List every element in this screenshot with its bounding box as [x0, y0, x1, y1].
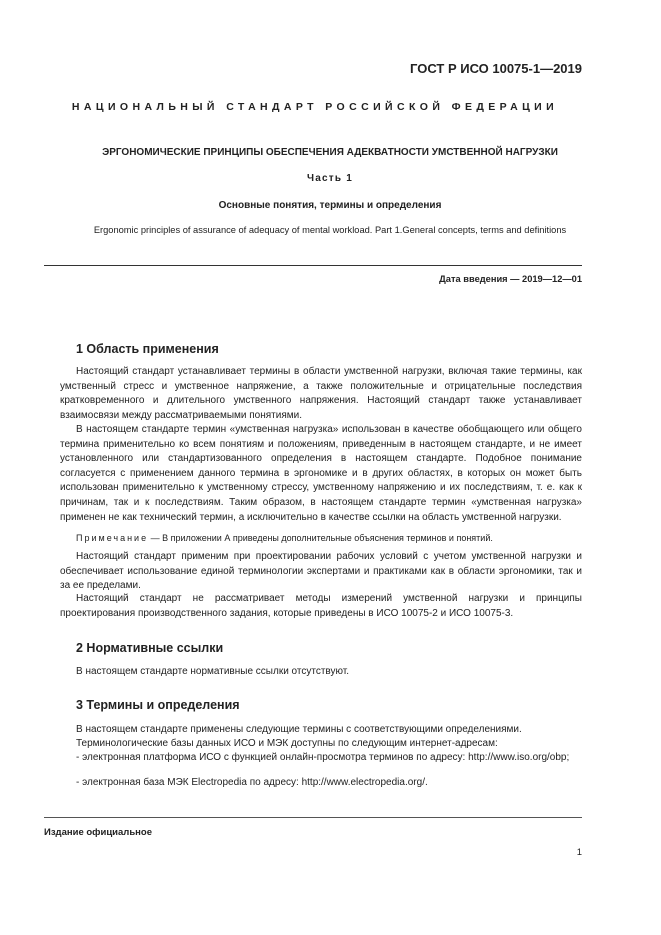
main-title: ЭРГОНОМИЧЕСКИЕ ПРИНЦИПЫ ОБЕСПЕЧЕНИЯ АДЕКВАТНОСТИ УМСТВЕННОЙ НАГРУЗКИ: [102, 147, 558, 158]
paragraph: Терминологические базы данных ИСО и МЭК доступны по следующим интернет-адресам:: [76, 738, 498, 749]
paragraph: В настоящем стандарте термин «умственная нагрузка» использован в качестве обобщающего или общего термина применительно ко всем понятиям и положениям, приведенным в настоящем стандарте, и не имеет установленного или стандартизованного определения в настоящем стандарте. Подобное понимание согласуется с применением данного термина в эргономике и в других областях, в которых он может быть использован применительно к умственному стрессу, умственному напряжению и их последствиям, т. е. как к причинам, так и к последствиям. Таким образом, в настоящем стандарте термин «умственная нагрузка» применен не как технический термин, а исключительно в качестве ссылки на область умственной нагрузки.: [60, 424, 582, 523]
list-item: - электронная база МЭК Electropedia по адресу: http://www.electropedia.org/.: [76, 777, 428, 788]
subtitle: Основные понятия, термины и определения: [218, 200, 442, 211]
list-item: - электронная платформа ИСО с функцией онлайн-просмотра терминов по адресу: http://www.iso.org/obp;: [76, 752, 570, 763]
paragraph: Настоящий стандарт устанавливает термины в области умственной нагрузки, включая такие термины, как умственный стресс и умственное напряжение, а также положительные и отрицательные последствия кратковременного и длительного умственного напряжения. Настоящий стандарт также устанавливает взаимосвязи между рассматриваемыми понятиями.: [60, 366, 582, 421]
header-divider: [44, 265, 582, 266]
paragraph: Настоящий стандарт не рассматривает методы измерений умственной нагрузки и принципы проектирования производственного задания, которые приведены в ИСО 10075-2 и ИСО 10075-3.: [60, 593, 582, 619]
note-text: — В приложении А приведены дополнительные объяснения терминов и понятий.: [148, 533, 493, 543]
footer-divider: [44, 817, 582, 818]
english-title: Ergonomic principles of assurance of adequacy of mental workload. Part 1.General concepts, terms and definitions: [93, 225, 567, 235]
note: [60, 532, 582, 545]
section-heading-terms: 3 Термины и определения: [76, 698, 240, 712]
paragraph: Настоящий стандарт применим при проектировании рабочих условий с учетом умственной нагрузки и обеспечивает использование единой терминологии экспертами и практиками как в области эргономики, так и за ее пределами.: [60, 551, 582, 592]
standard-title: НАЦИОНАЛЬНЫЙ СТАНДАРТ РОССИЙСКОЙ ФЕДЕРАЦИИ: [71, 101, 559, 113]
note-label: Примечание: [76, 533, 149, 543]
document-code: ГОСТ Р ИСО 10075-1—2019: [410, 61, 582, 76]
introduction-date: Дата введения — 2019—12—01: [439, 274, 582, 284]
page-number: 1: [576, 847, 582, 858]
edition-label: Издание официальное: [44, 827, 152, 838]
part-label: Часть 1: [307, 173, 353, 184]
paragraph: В настоящем стандарте применены следующие термины с соответствующими определениями.: [76, 724, 522, 735]
section-heading-scope: 1 Область применения: [76, 342, 219, 356]
paragraph: В настоящем стандарте нормативные ссылки отсутствуют.: [76, 666, 350, 677]
section-heading-normative-references: 2 Нормативные ссылки: [76, 641, 224, 655]
